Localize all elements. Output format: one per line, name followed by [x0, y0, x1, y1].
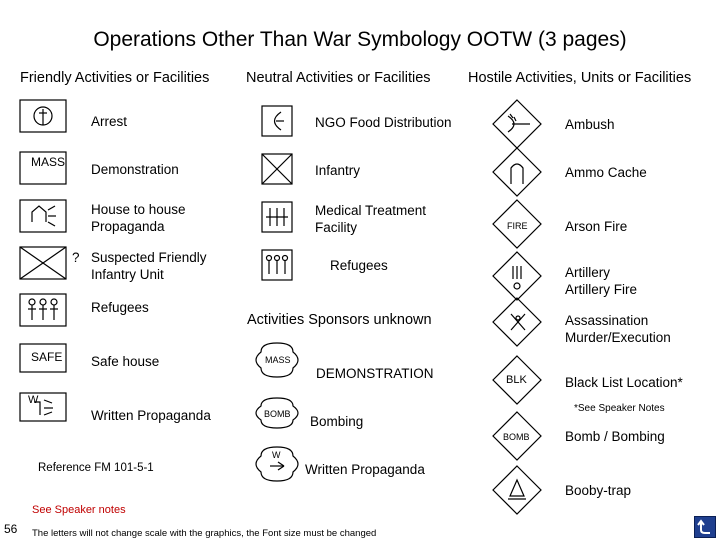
unknown-mass-symbol-text: MASS — [265, 355, 291, 365]
font-size-note: The letters will not change scale with the graphics, the Font size must be changed — [32, 528, 377, 539]
suspected-question-mark: ? — [72, 250, 80, 265]
black-list-label: Black List Location* — [565, 375, 683, 390]
booby-trap-label: Booby-trap — [565, 483, 632, 498]
unknown-bombing-label: Bombing — [310, 414, 364, 429]
safe-house-label: Safe house — [91, 354, 160, 369]
assassination-label-2: Murder/Execution — [565, 330, 671, 345]
ammo-cache-label: Ammo Cache — [565, 165, 647, 180]
return-arrow-icon — [695, 517, 715, 537]
hostile-bomb-symbol-text: BOMB — [503, 432, 530, 442]
reference-text: Reference FM 101-5-1 — [38, 462, 154, 474]
booby-trap-icon — [493, 466, 541, 514]
suspected-friendly-label-1: Suspected Friendly — [91, 250, 207, 265]
sponsors-unknown-heading: Activities Sponsors unknown — [247, 312, 432, 328]
medical-label-1: Medical Treatment — [315, 203, 427, 218]
neutral-infantry-label: Infantry — [315, 163, 361, 178]
house-propaganda-label-1: House to house — [91, 202, 186, 217]
arrest-label: Arrest — [91, 114, 128, 129]
return-arrow-button[interactable] — [694, 516, 716, 538]
friendly-column-heading: Friendly Activities or Facilities — [20, 70, 210, 86]
artillery-label-2: Artillery Fire — [565, 282, 638, 297]
medical-label-2: Facility — [315, 220, 358, 235]
ambush-label: Ambush — [565, 117, 615, 132]
w-symbol-text: W — [28, 394, 39, 406]
friendly-written-propaganda-label: Written Propaganda — [91, 408, 211, 423]
unknown-demonstration-label: DEMONSTRATION — [316, 366, 434, 381]
arson-fire-label: Arson Fire — [565, 219, 628, 234]
blk-symbol-text: BLK — [506, 374, 527, 386]
unknown-w-symbol-text: W — [272, 450, 281, 460]
friendly-refugees-label: Refugees — [91, 300, 149, 315]
hostile-column-heading: Hostile Activities, Units or Facilities — [468, 70, 692, 86]
bomb-label: Bomb / Bombing — [565, 429, 665, 444]
demonstration-label: Demonstration — [91, 162, 179, 177]
ngo-food-label: NGO Food Distribution — [315, 115, 452, 130]
unknown-bomb-symbol-text: BOMB — [264, 409, 291, 419]
page-number: 56 — [4, 522, 18, 536]
mass-symbol-text: MASS — [31, 155, 66, 169]
safe-symbol-text: SAFE — [31, 350, 63, 364]
speaker-notes-reference: *See Speaker Notes — [574, 403, 665, 414]
unknown-written-propaganda-label: Written Propaganda — [305, 462, 425, 477]
neutral-refugees-label: Refugees — [330, 258, 388, 273]
suspected-friendly-label-2: Infantry Unit — [91, 267, 164, 282]
assassination-label-1: Assassination — [565, 313, 649, 328]
written-propaganda-symbol-icon — [20, 393, 66, 421]
ammo-cache-icon — [493, 148, 541, 196]
assassination-icon — [493, 298, 541, 346]
fire-symbol-text: FIRE — [507, 221, 528, 231]
see-speaker-notes-link[interactable]: See Speaker notes — [32, 504, 126, 516]
house-propaganda-symbol-icon — [20, 200, 66, 232]
house-propaganda-label-2: Propaganda — [91, 219, 165, 234]
page-title: Operations Other Than War Symbology OOTW (3 pages) — [93, 28, 627, 51]
neutral-column-heading: Neutral Activities or Facilities — [246, 70, 431, 86]
artillery-label-1: Artillery — [565, 265, 611, 280]
